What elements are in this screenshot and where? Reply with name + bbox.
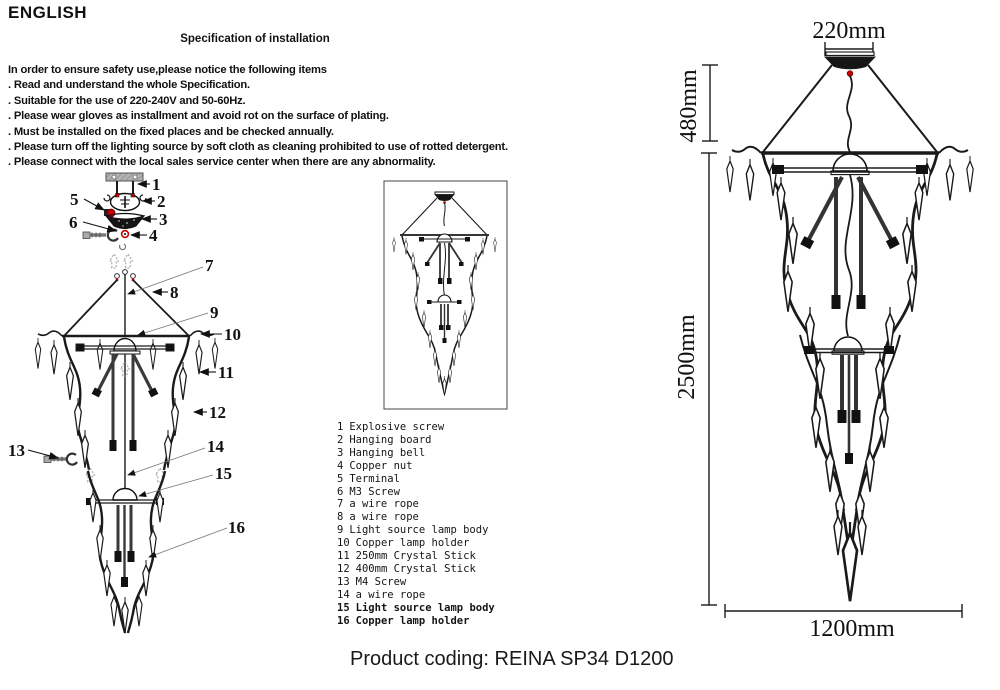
hanging-board <box>104 194 146 211</box>
assembled-overview-diagram <box>380 180 510 412</box>
parts-list-item: 6 M3 Screw <box>337 485 400 498</box>
exploded-installation-diagram <box>0 170 260 645</box>
dim-label-2500mm: 2500mm <box>674 314 700 400</box>
ceiling-plate <box>106 173 143 181</box>
callout-3: 3 <box>159 210 168 229</box>
parts-list-item: 5 Terminal <box>337 472 400 485</box>
dim-label-1200mm: 1200mm <box>809 616 895 642</box>
parts-list-item: 16 Copper lamp holder <box>337 614 470 627</box>
instruction-item: . Please connect with the local sales service center when there are any abnormality. <box>8 156 436 169</box>
callout-16: 16 <box>228 518 245 537</box>
hook-ring <box>120 244 126 250</box>
copper-nut <box>122 231 129 238</box>
parts-list-item: 10 Copper lamp holder <box>337 537 470 550</box>
parts-list-item: 15 Light source lamp body <box>337 601 495 614</box>
lamp-rods-lower <box>115 505 135 587</box>
callout-6: 6 <box>69 213 78 232</box>
callout-1: 1 <box>152 175 161 194</box>
page-title: Specification of installation <box>180 33 330 45</box>
instruction-item: . Please turn off the lighting source by soft cloth as cleaning prohibited to use of rotted detergent. <box>8 141 508 154</box>
suspension-wires <box>763 65 937 152</box>
product-coding: Product coding: REINA SP34 D1200 <box>350 648 674 670</box>
m3-screw <box>83 230 118 241</box>
parts-list-item: 1 Explosive screw <box>337 421 445 433</box>
instruction-item: . Must be installed on the fixed places and be checked annually. <box>8 125 334 138</box>
callout-8: 8 <box>170 283 179 302</box>
dimension-canopy-width <box>812 18 886 56</box>
instructions-intro: In order to ensure safety use,please notice the following items <box>8 64 327 76</box>
assembly-direction-arrow <box>124 254 133 268</box>
parts-list-item: 11 250mm Crystal Stick <box>337 550 476 563</box>
parts-list-item: 14 a wire rope <box>337 588 426 601</box>
ceiling-canopy <box>824 52 876 76</box>
assembly-direction-arrow <box>110 254 119 268</box>
callout-2: 2 <box>157 192 166 211</box>
callout-15: 15 <box>215 464 232 483</box>
callout-4: 4 <box>149 226 158 245</box>
dimension-suspension-height <box>676 65 718 143</box>
lamp-rods-vertical <box>110 354 137 451</box>
language-label: ENGLISH <box>8 3 88 22</box>
instruction-item: . Please wear gloves as installment and avoid rot on the surface of plating. <box>8 110 389 123</box>
parts-list <box>337 421 495 628</box>
instruction-item: . Read and understand the whole Specification. <box>8 79 250 92</box>
explosive-screw <box>117 181 133 194</box>
callout-12: 12 <box>209 403 226 422</box>
parts-list-item: 4 Copper nut <box>337 459 413 472</box>
callout-5: 5 <box>70 190 79 209</box>
dim-label-480mm: 480mm <box>676 69 702 143</box>
parts-list-item: 8 a wire rope <box>337 511 419 524</box>
callout-7: 7 <box>205 256 214 275</box>
callout-10: 10 <box>224 325 241 344</box>
parts-list-item: 2 Hanging board <box>337 433 432 446</box>
parts-list-item: 7 a wire rope <box>337 498 419 511</box>
dimension-diagram <box>660 5 1000 650</box>
dimension-fixture-diameter <box>725 604 962 642</box>
crystal-drape-upper <box>35 337 217 470</box>
dimension-total-height <box>674 153 717 605</box>
callout-14: 14 <box>207 437 224 456</box>
parts-list-item: 13 M4 Screw <box>337 575 407 588</box>
center-wire <box>845 175 852 336</box>
safety-instructions <box>8 63 508 171</box>
callout-13: 13 <box>8 441 25 460</box>
dim-label-220mm: 220mm <box>812 18 886 44</box>
bottom-crystal <box>843 522 857 601</box>
callout-11: 11 <box>218 363 235 382</box>
callout-numbers <box>8 175 245 537</box>
parts-list-item: 9 Light source lamp body <box>337 524 489 537</box>
instruction-item: . Suitable for the use of 220-240V and 50-60Hz. <box>8 94 246 107</box>
parts-list-item: 12 400mm Crystal Stick <box>337 562 476 575</box>
parts-list-item: 3 Hanging bell <box>337 446 426 459</box>
callout-9: 9 <box>210 303 219 322</box>
